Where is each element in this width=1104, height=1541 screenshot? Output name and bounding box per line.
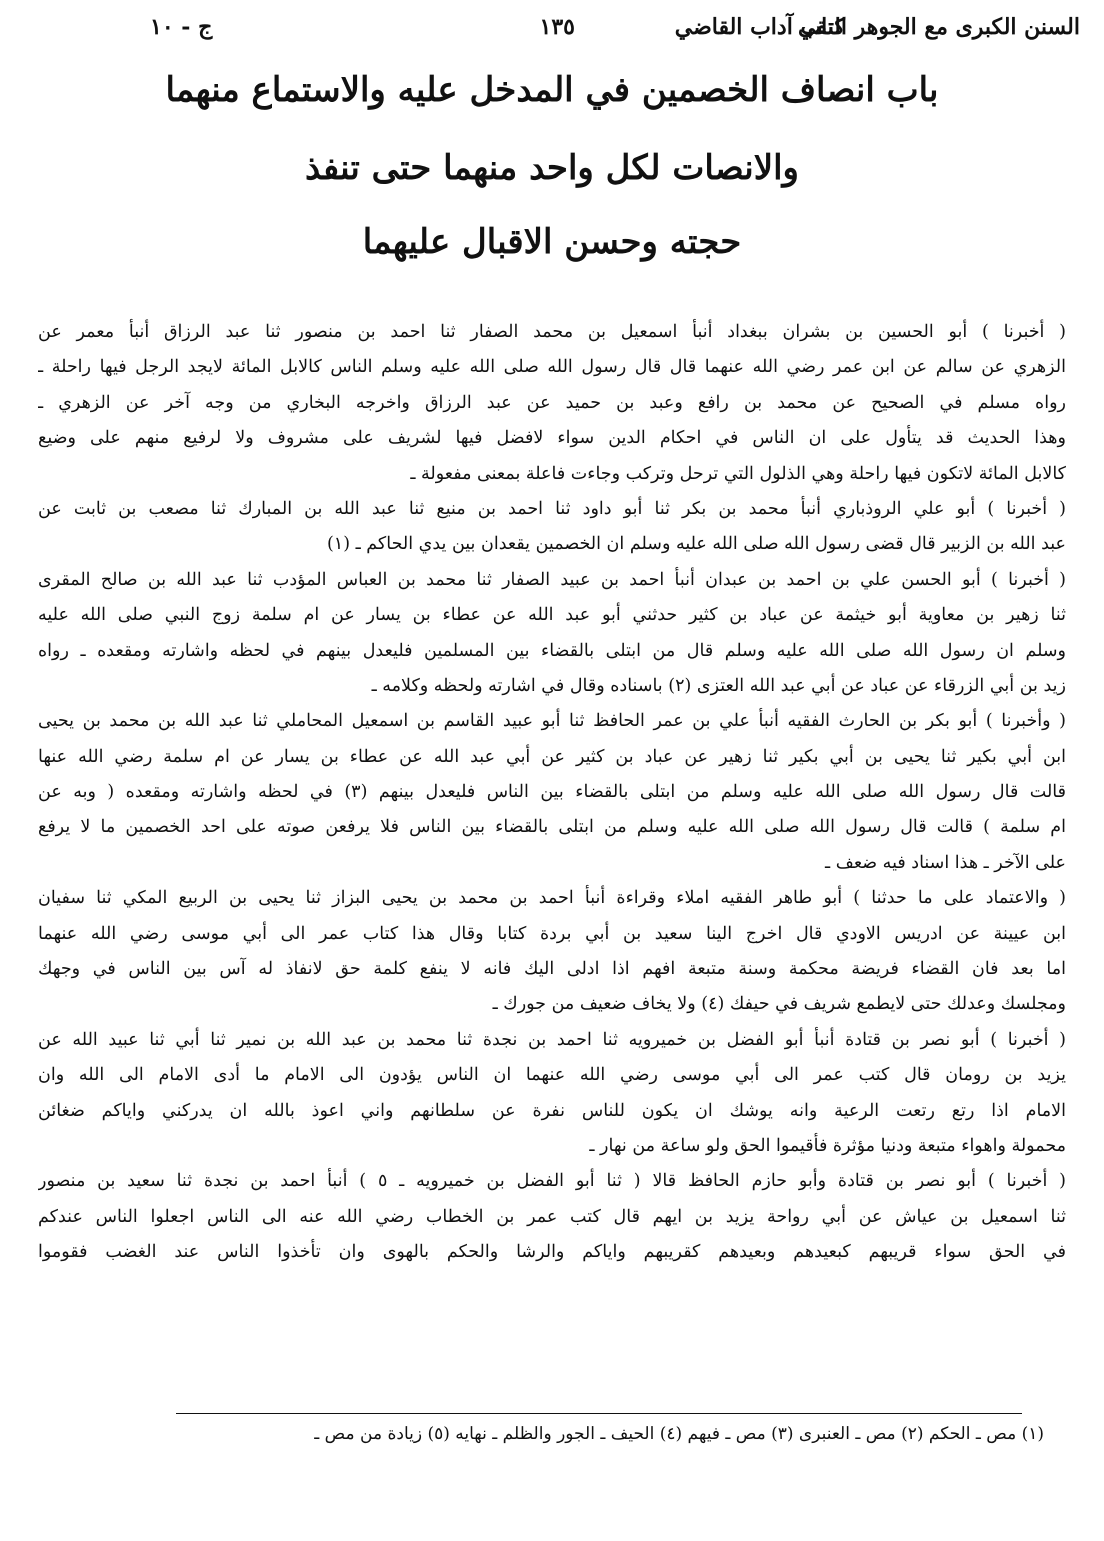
text-line: ابن عيينة عن ادريس الاودي قال اخرج الينا سعيد بن أبي بردة كتابا وقال هذا كتاب عمر الى أبي موسى رضي الله عنهما (38, 923, 1066, 944)
text-line: وسلم ان رسول الله صلى الله عليه وسلم قال من ابتلى بالقضاء بين المسلمين فليعدل بينهم في لحظه واشارته ومقعده ـ رواه (38, 640, 1066, 661)
body-text (38, 315, 1066, 1271)
text-line: ثنا اسمعيل بن عياش عن أبي رواحة يزيد بن ايهم قال كتب عمر بن الخطاب رضي الله عنه الى الناس اجعلوا الناس عندكم (38, 1206, 1066, 1227)
text-line: الامام اذا رتع رتعت الرعية وانه يوشك ان يكون للناس نفرة عن سلطانهم واني اعوذ بالله ان يدركني واياكم ضغائن (38, 1100, 1066, 1121)
chapter-title-line-3: حجته وحسن الاقبال عليهما (362, 222, 742, 262)
chapter-title-line-2: والانصات لكل واحد منهما حتى تنفذ (305, 148, 799, 188)
text-line: اما بعد فان القضاء فريضة محكمة وسنة متبعة افهم اذا ادلى اليك فانه لا ينفع كلمة حق لانفاذ له آس بين الناس في وجهك (38, 959, 1066, 980)
text-line: عبد الله بن الزبير قال قضى رسول الله صلى الله عليه وسلم ان الخصمين يقعدان بين يدي الحاكم ـ (١) (326, 534, 1066, 555)
text-line: ( أخبرنا ) أبو نصر بن قتادة أنبأ أبو الفضل بن خميرويه ثنا احمد بن نجدة ثنا محمد بن عبد الله بن نمير ثنا أبي ثنا عبيد الله عن (38, 1029, 1066, 1050)
chapter-title-line-1: باب انصاف الخصمين في المدخل عليه والاستماع منهما (165, 70, 939, 110)
text-line: ( وأخبرنا ) أبو بكر بن الحارث الفقيه أنبأ علي بن عمر الحافظ ثنا أبو عبيد القاسم بن اسمعيل المحاملي ثنا عبد الله بن محمد بن يحيى (38, 711, 1066, 732)
text-line: ثنا زهير بن معاوية أبو خيثمة عن عباد بن كثير حدثني أبو عبد الله عن عطاء بن يسار عن ام سلمة زوج النبي صلى الله عليه (38, 605, 1066, 626)
text-line: ام سلمة ) قالت قال رسول الله صلى الله عليه وسلم من ابتلى بالقضاء بين الناس فلا يرفعن صوته على احد الخصمين ما لا يرفع (38, 817, 1066, 838)
header-volume: ج - ١٠ (150, 14, 213, 40)
text-line: ( أخبرنا ) أبو نصر بن قتادة وأبو حازم الحافظ قالا ( ثنا أبو الفضل بن خميرويه ـ ٥ ) أنبأ احمد بن نجدة ثنا سعيد بن منصور (38, 1171, 1066, 1192)
text-line: الزهري عن سالم عن ابن عمر رضي الله عنهما قال قال رسول الله صلى الله عليه وسلم الناس كالابل المائة لايجد الرجل فيها راحلة ـ (38, 357, 1066, 378)
text-line: على الآخر ـ هذا اسناد فيه ضعف ـ (825, 852, 1066, 873)
text-line: قالت قال رسول الله صلى الله عليه وسلم من ابتلى بالقضاء بين الناس فليعدل بينهم (٣) في لحظه واشارته ومقعده ( وبه عن (38, 782, 1066, 803)
header-chapter: كتاب آداب القاضي (674, 14, 845, 40)
text-line: محمولة واهواء متبعة ودنيا مؤثرة فأقيموا الحق ولو ساعة من نهار ـ (589, 1135, 1066, 1156)
text-line: ( أخبرنا ) أبو علي الروذباري أنبأ محمد بن بكر ثنا أبو داود ثنا احمد بن منيع ثنا عبد الله بن المبارك ثنا مصعب بن ثابت عن (38, 498, 1066, 519)
text-line: كالابل المائة لاتكون فيها راحلة وهي الذلول التي ترحل وتركب وجاءت فاعلة بمعنى مفعولة ـ (410, 463, 1066, 484)
header-book-title: السنن الكبرى مع الجوهر النقي (798, 14, 1080, 40)
text-line: ( أخبرنا ) أبو الحسين بن بشران ببغداد أنبأ اسمعيل بن محمد الصفار ثنا احمد بن منصور ثنا عبد الرزاق أنبأ معمر عن (38, 322, 1066, 342)
text-line: ( والاعتماد على ما حدثنا ) أبو طاهر الفقيه املاء وقراءة أنبأ احمد بن محمد بن يحيى البزاز ثنا يحيى بن الربيع المكي ثنا سفيان (38, 888, 1066, 909)
text-line: وهذا الحديث قد يتأول على ان الناس في احكام الدين سواء لافضل فيها لشريف على مشروف ولا لرفيع منهم على وضيع (38, 428, 1066, 449)
page-number: ١٣٥ (539, 14, 575, 40)
text-line: ومجلسك وعدلك حتى لايطمع شريف في حيفك (٤) ولا يخاف ضعيف من جورك ـ (492, 994, 1066, 1015)
text-line: ( أخبرنا ) أبو الحسن علي بن احمد بن عبدان أنبأ احمد بن عبيد الصفار ثنا محمد بن العباس المؤدب ثنا عبد الله بن صالح المقرى (38, 569, 1066, 590)
footnotes: (١) مص ـ الحكم (٢) مص ـ العنبرى (٣) مص ـ فيهم (٤) الحيف ـ الجور والظلم ـ نهايه (٥) زيادة من مص ـ (314, 1424, 1044, 1444)
text-line: رواه مسلم في الصحيح عن محمد بن رافع وعبد بن حميد عن عبد الرزاق واخرجه البخاري من وجه آخر عن الزهري ـ (38, 392, 1066, 413)
footnote-divider (176, 1413, 1022, 1414)
text-line: في الحق سواء قريبهم كبعيدهم وبعيدهم كقريبهم واياكم والرشا والحكم بالهوى وان تأخذوا الناس عند الغضب فقوموا (38, 1242, 1066, 1263)
text-line: يزيد بن رومان قال كتب عمر الى أبي موسى رضي الله عنهما ان الناس يؤدون الى الامام ما أدى الامام الى الله وان (38, 1065, 1066, 1086)
running-header (150, 14, 1080, 54)
text-line: زيد بن أبي الزرقاء عن عباد عن أبي عبد الله العتزى (٢) باسناده وقال في اشارته ولحظه وكلامه ـ (371, 675, 1066, 696)
text-line: ابن أبي بكير ثنا يحيى بن أبي بكير ثنا زهير عن عباد بن كثير عن أبي عبد الله عن عطاء بن يسار عن ام سلمة رضي الله عنها (38, 746, 1066, 767)
